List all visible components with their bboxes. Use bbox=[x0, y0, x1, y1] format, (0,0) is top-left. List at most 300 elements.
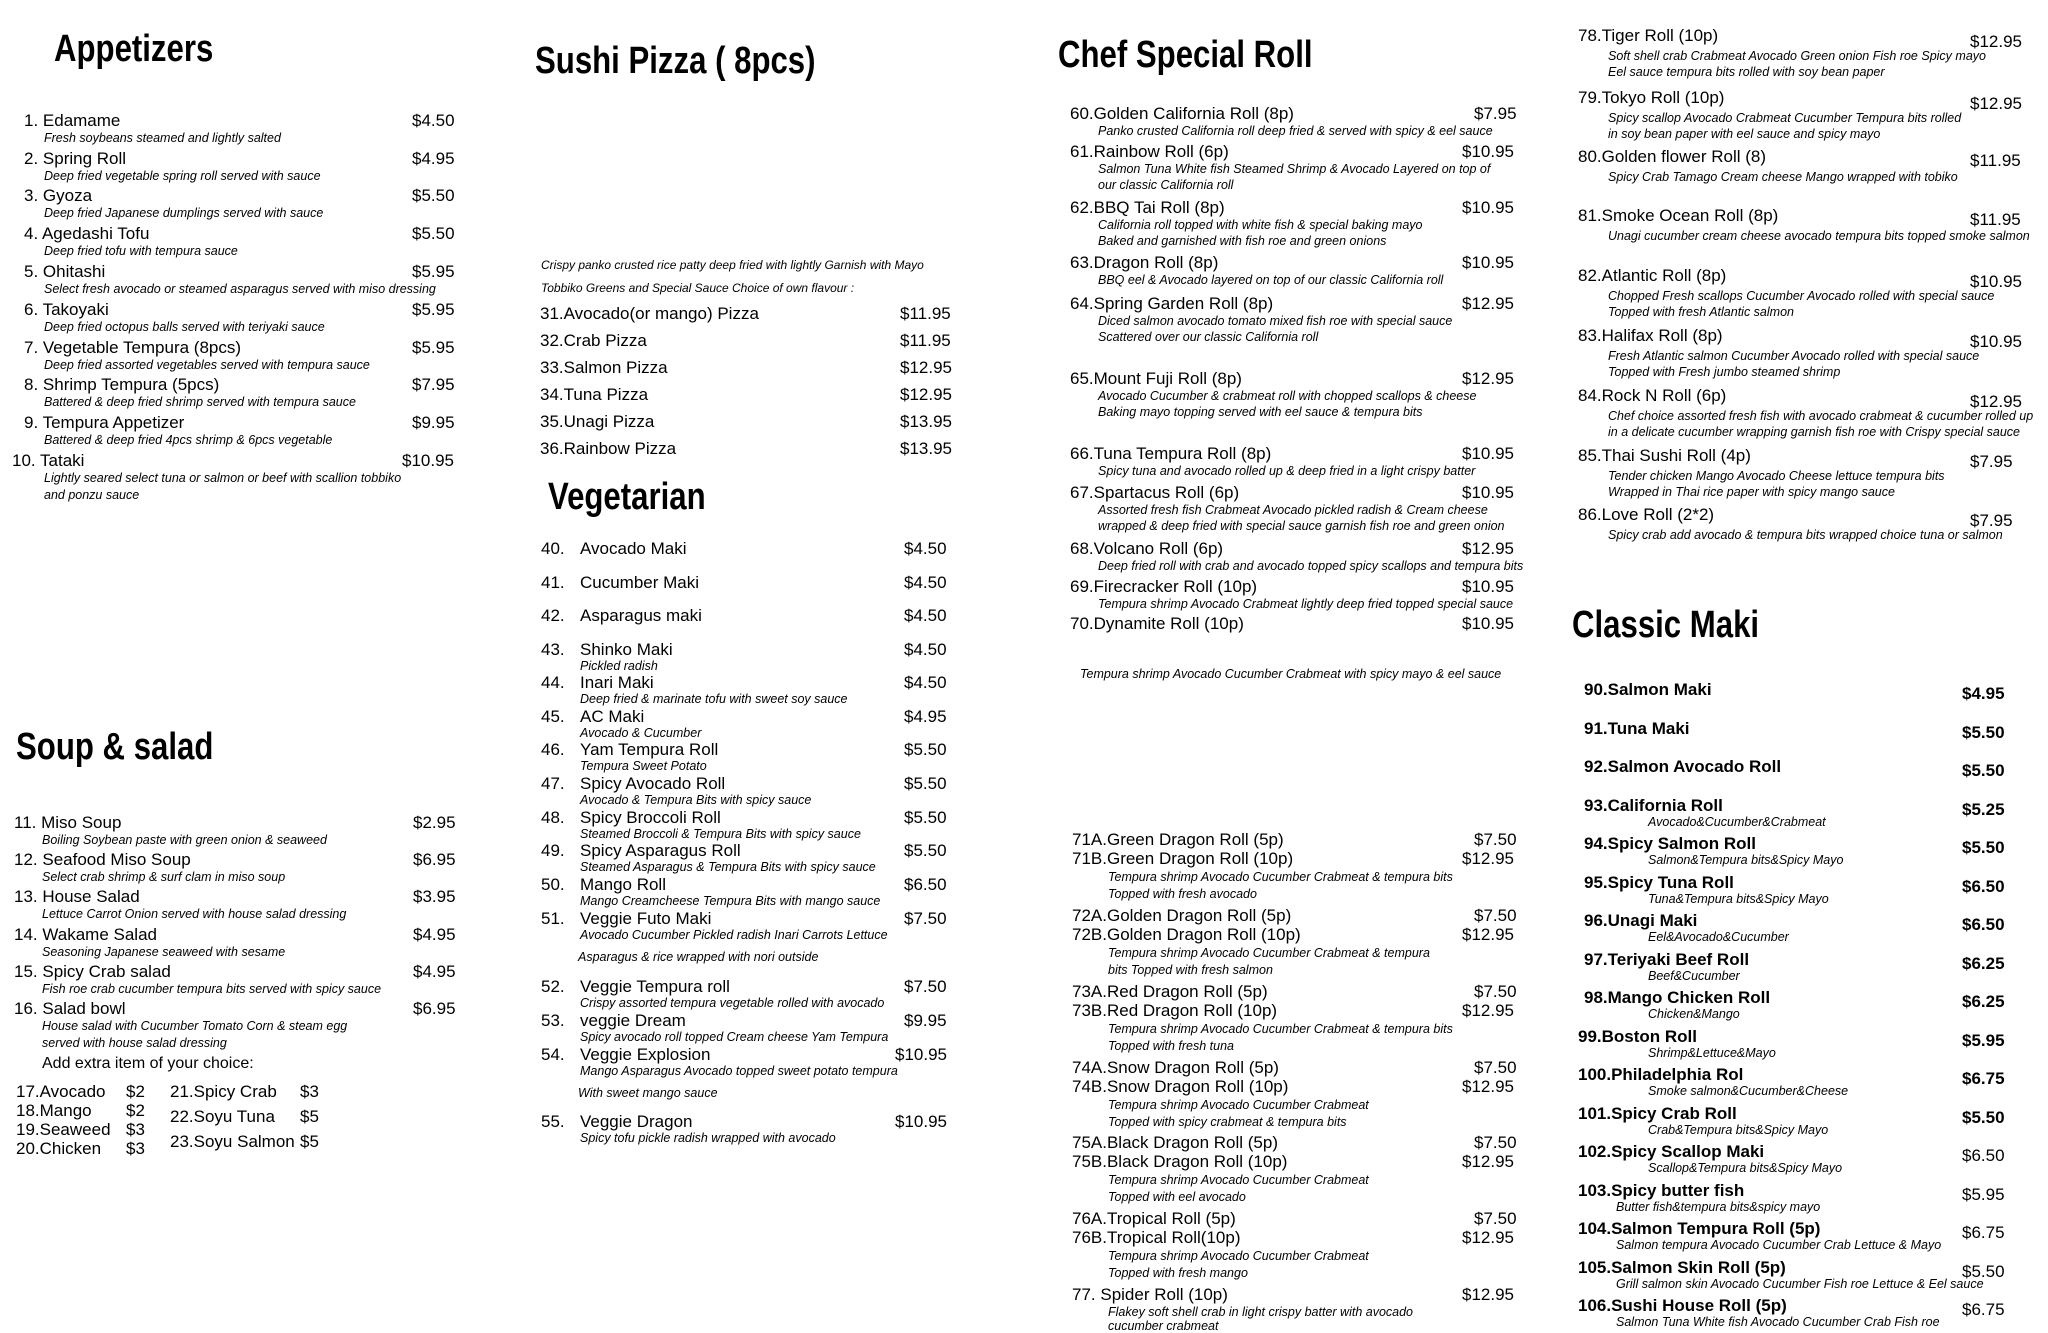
menu-item-desc: Baking mayo topping served with eel sauce & tempura bits bbox=[1098, 405, 1423, 419]
menu-item-name: 13. House Salad bbox=[14, 887, 140, 906]
menu-item-name: 2. Spring Roll bbox=[24, 149, 127, 168]
menu-item-price: $12.95 bbox=[1462, 1152, 1514, 1171]
classic-maki-title: Classic Maki bbox=[1572, 604, 1760, 646]
menu-item-number: 43. bbox=[541, 640, 565, 659]
menu-item-desc: our classic California roll bbox=[1098, 178, 1234, 192]
menu-item-name: 97.Teriyaki Beef Roll bbox=[1584, 950, 1750, 969]
menu-item-name: 10. Tataki bbox=[12, 451, 85, 470]
menu-item-desc: Deep fried Japanese dumplings served with sauce bbox=[44, 206, 324, 220]
pizza-intro: Tobbiko Greens and Special Sauce Choice of own flavour : bbox=[541, 281, 855, 295]
menu-item-name: 67.Spartacus Roll (6p) bbox=[1070, 483, 1240, 502]
menu-item-number: 55. bbox=[541, 1112, 565, 1131]
menu-item-price: $7.50 bbox=[1474, 1209, 1517, 1228]
menu-item-desc: Topped with fresh Atlantic salmon bbox=[1608, 305, 1794, 319]
menu-item-price: $12.95 bbox=[1462, 294, 1514, 313]
menu-item-price: $6.25 bbox=[1962, 992, 2005, 1011]
menu-item-name: 100.Philadelphia Rol bbox=[1578, 1065, 1744, 1084]
menu-item-name: 96.Unagi Maki bbox=[1584, 911, 1698, 930]
menu-item-name: 65.Mount Fuji Roll (8p) bbox=[1070, 369, 1242, 388]
menu-item-name: 5. Ohitashi bbox=[24, 262, 106, 281]
menu-item-price: $5.25 bbox=[1962, 800, 2005, 819]
menu-item-desc: Deep fried tofu with tempura sauce bbox=[44, 244, 238, 258]
menu-item-name: Inari Maki bbox=[580, 673, 654, 692]
menu-item-desc: Mango Asparagus Avocado topped sweet potato tempura bbox=[580, 1064, 898, 1078]
menu-item-price: $5.50 bbox=[1962, 761, 2005, 780]
menu-item-price: $5.50 bbox=[412, 186, 455, 205]
menu-item-desc: Spicy tofu pickle radish wrapped with avocado bbox=[580, 1131, 836, 1145]
menu-item-name: 31.Avocado(or mango) Pizza bbox=[540, 304, 759, 323]
menu-item-desc: Smoke salmon&Cucumber&Cheese bbox=[1648, 1084, 1849, 1098]
menu-item-name: 15. Spicy Crab salad bbox=[14, 962, 171, 981]
menu-item-name: 62.BBQ Tai Roll (8p) bbox=[1070, 198, 1225, 217]
menu-item-number: 52. bbox=[541, 977, 565, 996]
menu-item-name: 64.Spring Garden Roll (8p) bbox=[1070, 294, 1274, 313]
menu-item-price: $5.95 bbox=[412, 338, 455, 357]
menu-item-name: Avocado Maki bbox=[580, 539, 687, 558]
menu-item-name: Veggie Explosion bbox=[580, 1045, 711, 1064]
menu-item-name: veggie Dream bbox=[580, 1011, 686, 1030]
menu-item-name: 33.Salmon Pizza bbox=[540, 358, 668, 377]
menu-item-name: 9. Tempura Appetizer bbox=[24, 413, 185, 432]
menu-item-name: Veggie Tempura roll bbox=[580, 977, 730, 996]
menu-item-name: 6. Takoyaki bbox=[24, 300, 109, 319]
menu-item-price: $12.95 bbox=[900, 358, 952, 377]
menu-item-price: $5.50 bbox=[904, 740, 947, 759]
menu-item-name: Spicy Broccoli Roll bbox=[580, 808, 721, 827]
extra-item-price: $5 bbox=[300, 1107, 319, 1126]
menu-item-desc: Spicy scallop Avocado Crabmeat Cucumber Tempura bits rolled bbox=[1608, 111, 1962, 125]
menu-item-name: 72B.Golden Dragon Roll (10p) bbox=[1072, 925, 1301, 944]
menu-item-price: $11.95 bbox=[1970, 210, 2021, 229]
menu-item-desc: Deep fried & marinate tofu with sweet soy sauce bbox=[580, 692, 848, 706]
menu-item-desc: Battered & deep fried shrimp served with tempura sauce bbox=[44, 395, 356, 409]
menu-item-number: 41. bbox=[541, 573, 565, 592]
menu-item-name: 95.Spicy Tuna Roll bbox=[1584, 873, 1734, 892]
extra-item-name: 23.Soyu Salmon bbox=[170, 1132, 295, 1151]
menu-item-price: $10.95 bbox=[1462, 198, 1514, 217]
menu-item-desc: Crispy assorted tempura vegetable rolled with avocado bbox=[580, 996, 885, 1010]
menu-item-price: $10.95 bbox=[1970, 272, 2022, 291]
menu-item-price: $7.50 bbox=[1474, 982, 1517, 1001]
menu-item-name: 76B.Tropical Roll(10p) bbox=[1072, 1228, 1241, 1247]
menu-item-name: 102.Spicy Scallop Maki bbox=[1578, 1142, 1765, 1161]
menu-item-desc: Select crab shrimp & surf clam in miso soup bbox=[42, 870, 286, 884]
menu-item-name: 93.California Roll bbox=[1584, 796, 1723, 815]
extra-item-price: $3 bbox=[126, 1139, 145, 1158]
menu-item-price: $10.95 bbox=[1462, 483, 1514, 502]
menu-item-desc: Fresh Atlantic salmon Cucumber Avocado rolled with special sauce bbox=[1608, 349, 1980, 363]
menu-item-price: $10.95 bbox=[1462, 142, 1514, 161]
menu-item-desc: Tender chicken Mango Avocado Cheese lettuce tempura bits bbox=[1608, 469, 1945, 483]
menu-item-name: 66.Tuna Tempura Roll (8p) bbox=[1070, 444, 1272, 463]
menu-item-price: $9.95 bbox=[412, 413, 455, 432]
menu-item-desc: Soft shell crab Crabmeat Avocado Green onion Fish roe Spicy mayo bbox=[1608, 49, 1986, 63]
menu-item-name: 82.Atlantic Roll (8p) bbox=[1578, 266, 1727, 285]
menu-item-desc: Deep fried vegetable spring roll served with sauce bbox=[44, 169, 321, 183]
menu-item-price: $7.95 bbox=[1970, 511, 2013, 530]
menu-item-price: $11.95 bbox=[1970, 151, 2021, 170]
menu-item-name: 11. Miso Soup bbox=[14, 813, 122, 832]
menu-item-price: $7.95 bbox=[412, 375, 455, 394]
menu-item-name: Yam Tempura Roll bbox=[580, 740, 719, 759]
menu-item-price: $12.95 bbox=[1970, 32, 2022, 51]
menu-item-desc: wrapped & deep fried with special sauce garnish fish roe and green onion bbox=[1098, 519, 1505, 533]
extra-item-price: $3 bbox=[300, 1082, 319, 1101]
menu-item-name: 70.Dynamite Roll (10p) bbox=[1070, 614, 1244, 633]
menu-item-desc: Tempura shrimp Avocado Cucumber Crabmeat & tempura bbox=[1108, 946, 1430, 960]
menu-item-desc: Spicy Crab Tamago Cream cheese Mango wrapped with tobiko bbox=[1608, 170, 1958, 184]
extra-item-price: $5 bbox=[300, 1132, 319, 1151]
menu-item-name: 74B.Snow Dragon Roll (10p) bbox=[1072, 1077, 1289, 1096]
menu-item-desc: Spicy crab add avocado & tempura bits wrapped choice tuna or salmon bbox=[1608, 528, 2003, 542]
menu-item-desc: Battered & deep fried 4pcs shrimp & 6pcs vegetable bbox=[44, 433, 333, 447]
menu-item-price: $12.95 bbox=[1462, 1077, 1514, 1096]
menu-item-desc: Tempura shrimp Avocado Cucumber Crabmeat bbox=[1108, 1249, 1369, 1263]
menu-item-price: $13.95 bbox=[900, 412, 952, 431]
menu-item-price: $5.50 bbox=[1962, 1108, 2005, 1127]
menu-item-price: $4.50 bbox=[904, 640, 947, 659]
menu-item-name: 90.Salmon Maki bbox=[1584, 680, 1712, 699]
menu-item-price: $4.95 bbox=[413, 925, 456, 944]
menu-item-desc: Topped with Fresh jumbo steamed shrimp bbox=[1608, 365, 1841, 379]
menu-item-desc: Wrapped in Thai rice paper with spicy mango sauce bbox=[1608, 485, 1895, 499]
menu-item-name: 72A.Golden Dragon Roll (5p) bbox=[1072, 906, 1292, 925]
menu-item-desc: Unagi cucumber cream cheese avocado tempura bits topped smoke salmon bbox=[1608, 229, 2030, 243]
menu-item-name: 36.Rainbow Pizza bbox=[540, 439, 677, 458]
menu-item-desc: Panko crusted California roll deep fried & served with spicy & eel sauce bbox=[1098, 124, 1493, 138]
menu-item-price: $5.50 bbox=[412, 224, 455, 243]
menu-item-desc: Chopped Fresh scallops Cucumber Avocado rolled with special sauce bbox=[1608, 289, 1995, 303]
menu-item-name: Veggie Futo Maki bbox=[580, 909, 712, 928]
menu-item-desc: Baked and garnished with fish roe and green onions bbox=[1098, 234, 1387, 248]
menu-item-desc: Tempura shrimp Avocado Cucumber Crabmeat & tempura bits bbox=[1108, 870, 1453, 884]
menu-item-price: $7.50 bbox=[1474, 830, 1517, 849]
menu-item-price: $7.95 bbox=[1474, 104, 1517, 123]
menu-item-desc: Pickled radish bbox=[580, 659, 658, 673]
menu-item-desc: Steamed Broccoli & Tempura Bits with spicy sauce bbox=[580, 827, 861, 841]
soup-salad-title: Soup & salad bbox=[16, 726, 214, 768]
menu-item-price: $4.95 bbox=[904, 707, 947, 726]
menu-item-desc: served with house salad dressing bbox=[42, 1036, 227, 1050]
menu-item-price: $6.50 bbox=[1962, 1146, 2005, 1165]
menu-item-desc: Assorted fresh fish Crabmeat Avocado pickled radish & Cream cheese bbox=[1098, 503, 1488, 517]
menu-item-price: $10.95 bbox=[402, 451, 454, 470]
menu-item-name: 68.Volcano Roll (6p) bbox=[1070, 539, 1224, 558]
extra-item-name: 19.Seaweed bbox=[16, 1120, 111, 1139]
menu-item-desc: cucumber crabmeat bbox=[1108, 1319, 1219, 1333]
chef-special-title: Chef Special Roll bbox=[1058, 34, 1313, 76]
menu-item-desc: in soy bean paper with eel sauce and spicy mayo bbox=[1608, 127, 1881, 141]
menu-item-desc: Select fresh avocado or steamed asparagus served with miso dressing bbox=[44, 282, 436, 296]
menu-item-desc: Shrimp&Lettuce&Mayo bbox=[1648, 1046, 1776, 1060]
menu-item-price: $6.75 bbox=[1962, 1069, 2005, 1088]
vegetarian-title: Vegetarian bbox=[548, 476, 706, 518]
menu-item-desc: Scallop&Tempura bits&Spicy Mayo bbox=[1648, 1161, 1843, 1175]
extra-item-name: 22.Soyu Tuna bbox=[170, 1107, 275, 1126]
menu-item-desc: Topped with fresh tuna bbox=[1108, 1039, 1235, 1053]
menu-item-desc: Salmon&Tempura bits&Spicy Mayo bbox=[1648, 853, 1844, 867]
menu-item-price: $5.95 bbox=[412, 300, 455, 319]
menu-item-price: $6.50 bbox=[904, 875, 947, 894]
menu-item-desc: Spicy tuna and avocado rolled up & deep fried in a light crispy batter bbox=[1098, 464, 1476, 478]
menu-item-name: 14. Wakame Salad bbox=[14, 925, 157, 944]
menu-item-price: $10.95 bbox=[1462, 444, 1514, 463]
menu-item-desc: Crab&Tempura bits&Spicy Mayo bbox=[1648, 1123, 1829, 1137]
menu-item-name: Spicy Asparagus Roll bbox=[580, 841, 741, 860]
menu-item-price: $5.50 bbox=[904, 808, 947, 827]
menu-item-desc: Topped with fresh mango bbox=[1108, 1266, 1248, 1280]
menu-item-price: $4.50 bbox=[412, 111, 455, 130]
menu-item-number: 50. bbox=[541, 875, 565, 894]
menu-item-name: 16. Salad bowl bbox=[14, 999, 126, 1018]
menu-item-name: 73B.Red Dragon Roll (10p) bbox=[1072, 1001, 1278, 1020]
menu-item-name: 80.Golden flower Roll (8) bbox=[1578, 147, 1767, 166]
menu-item-price: $12.95 bbox=[1462, 925, 1514, 944]
menu-item-price: $7.50 bbox=[1474, 1058, 1517, 1077]
menu-item-desc: Deep fried octopus balls served with teriyaki sauce bbox=[44, 320, 325, 334]
menu-item-name: 105.Salmon Skin Roll (5p) bbox=[1578, 1258, 1786, 1277]
menu-item-price: $5.95 bbox=[1962, 1031, 2005, 1050]
menu-item-name: Spicy Avocado Roll bbox=[580, 774, 726, 793]
menu-item-number: 49. bbox=[541, 841, 565, 860]
menu-item-number: 46. bbox=[541, 740, 565, 759]
menu-item-price: $4.50 bbox=[904, 539, 947, 558]
menu-item-name: 78.Tiger Roll (10p) bbox=[1578, 26, 1719, 45]
menu-item-desc: Salmon Tuna White fish Steamed Shrimp & Avocado Layered on top of bbox=[1098, 162, 1491, 176]
menu-item-desc: Chef choice assorted fresh fish with avocado crabmeat & cucumber rolled up bbox=[1608, 409, 2034, 423]
menu-item-price: $4.95 bbox=[412, 149, 455, 168]
menu-item-desc: Lightly seared select tuna or salmon or beef with scallion tobbiko bbox=[44, 471, 402, 485]
menu-item-desc: Beef&Cucumber bbox=[1648, 969, 1740, 983]
menu-item-name: Cucumber Maki bbox=[580, 573, 700, 592]
menu-item-price: $5.50 bbox=[1962, 838, 2005, 857]
menu-item-desc: With sweet mango sauce bbox=[578, 1086, 718, 1100]
menu-item-price: $11.95 bbox=[900, 304, 951, 323]
menu-item-price: $12.95 bbox=[1970, 392, 2022, 411]
menu-item-price: $6.50 bbox=[1962, 877, 2005, 896]
menu-item-desc: Scattered over our classic California roll bbox=[1098, 330, 1319, 344]
menu-item-name: 74A.Snow Dragon Roll (5p) bbox=[1072, 1058, 1279, 1077]
menu-item-price: $10.95 bbox=[1462, 253, 1514, 272]
menu-item-desc: Tempura shrimp Avocado Cucumber Crabmeat bbox=[1108, 1098, 1369, 1112]
menu-item-name: 32.Crab Pizza bbox=[540, 331, 647, 350]
menu-item-price: $5.50 bbox=[904, 774, 947, 793]
menu-item-desc: Avocado Cucumber Pickled radish Inari Carrots Lettuce bbox=[580, 928, 888, 942]
menu-item-desc: Salmon tempura Avocado Cucumber Crab Lettuce & Mayo bbox=[1616, 1238, 1942, 1252]
menu-item-price: $4.50 bbox=[904, 606, 947, 625]
menu-item-price: $2.95 bbox=[413, 813, 456, 832]
menu-item-desc: Deep fried roll with crab and avocado topped spicy scallops and tempura bits bbox=[1098, 559, 1524, 573]
menu-item-desc: Topped with spicy crabmeat & tempura bits bbox=[1108, 1115, 1347, 1129]
menu-item-name: 34.Tuna Pizza bbox=[540, 385, 649, 404]
menu-item-desc: and ponzu sauce bbox=[44, 488, 140, 502]
menu-item-price: $10.95 bbox=[1970, 332, 2022, 351]
menu-item-number: 54. bbox=[541, 1045, 565, 1064]
menu-item-desc: Avocado Cucumber & crabmeat roll with chopped scallops & cheese bbox=[1098, 389, 1477, 403]
menu-item-price: $5.50 bbox=[1962, 723, 2005, 742]
menu-item-desc: House salad with Cucumber Tomato Corn & steam egg bbox=[42, 1019, 348, 1033]
menu-item-name: 106.Sushi House Roll (5p) bbox=[1578, 1296, 1787, 1315]
menu-item-name: 91.Tuna Maki bbox=[1584, 719, 1690, 738]
menu-item-name: 3. Gyoza bbox=[24, 186, 93, 205]
menu-item-name: 98.Mango Chicken Roll bbox=[1584, 988, 1771, 1007]
menu-item-name: 75B.Black Dragon Roll (10p) bbox=[1072, 1152, 1288, 1171]
menu-item-name: 86.Love Roll (2*2) bbox=[1578, 505, 1715, 524]
menu-item-name: 7. Vegetable Tempura (8pcs) bbox=[24, 338, 242, 357]
menu-item-price: $3.95 bbox=[413, 887, 456, 906]
menu-item-desc: Tempura shrimp Avocado Cucumber Crabmeat with spicy mayo & eel sauce bbox=[1080, 667, 1502, 681]
menu-item-name: 61.Rainbow Roll (6p) bbox=[1070, 142, 1229, 161]
menu-item-price: $6.25 bbox=[1962, 954, 2005, 973]
menu-item-name: 92.Salmon Avocado Roll bbox=[1584, 757, 1782, 776]
menu-item-price: $12.95 bbox=[1462, 1228, 1514, 1247]
menu-item-price: $7.50 bbox=[904, 977, 947, 996]
menu-item-name: 63.Dragon Roll (8p) bbox=[1070, 253, 1219, 272]
menu-item-price: $4.95 bbox=[413, 962, 456, 981]
menu-item-price: $12.95 bbox=[1462, 849, 1514, 868]
menu-item-price: $12.95 bbox=[1970, 94, 2022, 113]
menu-item-name: 12. Seafood Miso Soup bbox=[14, 850, 191, 869]
menu-item-name: 85.Thai Sushi Roll (4p) bbox=[1578, 446, 1751, 465]
menu-item-desc: in a delicate cucumber wrapping garnish fish roe with Crispy special sauce bbox=[1608, 425, 2021, 439]
menu-item-price: $10.95 bbox=[895, 1045, 947, 1064]
menu-item-price: $12.95 bbox=[1462, 1001, 1514, 1020]
menu-item-desc: Eel sauce tempura bits rolled with soy bean paper bbox=[1608, 65, 1885, 79]
menu-item-name: 69.Firecracker Roll (10p) bbox=[1070, 577, 1258, 596]
menu-item-name: 35.Unagi Pizza bbox=[540, 412, 655, 431]
menu-item-desc: Lettuce Carrot Onion served with house salad dressing bbox=[42, 907, 347, 921]
extra-item-price: $2 bbox=[126, 1101, 145, 1120]
extra-item-name: 18.Mango bbox=[16, 1101, 92, 1120]
menu-item-desc: Topped with fresh avocado bbox=[1108, 887, 1257, 901]
menu-item-price: $7.95 bbox=[1970, 452, 2013, 471]
menu-item-desc: Tempura shrimp Avocado Cucumber Crabmeat bbox=[1108, 1173, 1369, 1187]
menu-item-name: 94.Spicy Salmon Roll bbox=[1584, 834, 1756, 853]
menu-item-name: 8. Shrimp Tempura (5pcs) bbox=[24, 375, 220, 394]
menu-item-price: $6.75 bbox=[1962, 1223, 2005, 1242]
menu-item-price: $11.95 bbox=[900, 331, 951, 350]
menu-item-price: $5.95 bbox=[1962, 1185, 2005, 1204]
menu-item-price: $10.95 bbox=[1462, 614, 1514, 633]
menu-item-desc: Avocado & Cucumber bbox=[580, 726, 702, 740]
menu-item-name: 71B.Green Dragon Roll (10p) bbox=[1072, 849, 1294, 868]
menu-item-desc: Fresh soybeans steamed and lightly salted bbox=[44, 131, 281, 145]
menu-item-price: $5.50 bbox=[1962, 1262, 2005, 1281]
menu-item-name: 76A.Tropical Roll (5p) bbox=[1072, 1209, 1236, 1228]
menu-item-name: 4. Agedashi Tofu bbox=[24, 224, 150, 243]
menu-item-name: Asparagus maki bbox=[580, 606, 702, 625]
menu-item-price: $6.75 bbox=[1962, 1300, 2005, 1319]
menu-item-price: $9.95 bbox=[904, 1011, 947, 1030]
menu-item-number: 40. bbox=[541, 539, 565, 558]
menu-item-name: 75A.Black Dragon Roll (5p) bbox=[1072, 1133, 1278, 1152]
menu-item-name: 81.Smoke Ocean Roll (8p) bbox=[1578, 206, 1779, 225]
menu-item-price: $7.50 bbox=[1474, 1133, 1517, 1152]
menu-item-desc: Avocado & Tempura Bits with spicy sauce bbox=[580, 793, 812, 807]
menu-item-desc: Butter fish&tempura bits&spicy mayo bbox=[1616, 1200, 1821, 1214]
menu-item-number: 45. bbox=[541, 707, 565, 726]
pizza-intro: Crispy panko crusted rice patty deep fried with lightly Garnish with Mayo bbox=[541, 258, 924, 272]
menu-item-name: 60.Golden California Roll (8p) bbox=[1070, 104, 1294, 123]
menu-item-name: 77. Spider Roll (10p) bbox=[1072, 1285, 1228, 1304]
menu-item-name: 101.Spicy Crab Roll bbox=[1578, 1104, 1737, 1123]
menu-item-price: $6.95 bbox=[413, 850, 456, 869]
menu-item-number: 48. bbox=[541, 808, 565, 827]
menu-item-name: Mango Roll bbox=[580, 875, 666, 894]
menu-item-price: $12.95 bbox=[1462, 1285, 1514, 1304]
menu-item-name: 104.Salmon Tempura Roll (5p) bbox=[1578, 1219, 1821, 1238]
menu-item-name: 1. Edamame bbox=[24, 111, 121, 130]
menu-item-desc: Salmon Tuna White fish Avocado Cucumber Crab Fish roe bbox=[1616, 1315, 1940, 1329]
menu-item-desc: Eel&Avocado&Cucumber bbox=[1648, 930, 1789, 944]
extra-item-name: 20.Chicken bbox=[16, 1139, 102, 1158]
menu-item-name: 73A.Red Dragon Roll (5p) bbox=[1072, 982, 1268, 1001]
menu-item-name: 84.Rock N Roll (6p) bbox=[1578, 386, 1727, 405]
menu-item-desc: Spicy avocado roll topped Cream cheese Yam Tempura bbox=[580, 1030, 889, 1044]
menu-item-desc: Seasoning Japanese seaweed with sesame bbox=[42, 945, 286, 959]
menu-item-desc: Tempura shrimp Avocado Crabmeat lightly deep fried topped special sauce bbox=[1098, 597, 1514, 611]
menu-item-price: $7.50 bbox=[904, 909, 947, 928]
menu-item-price: $12.95 bbox=[1462, 369, 1514, 388]
menu-item-price: $7.50 bbox=[1474, 906, 1517, 925]
menu-item-number: 47. bbox=[541, 774, 565, 793]
menu-item-desc: Flakey soft shell crab in light crispy batter with avocado bbox=[1108, 1305, 1413, 1319]
menu-item-number: 51. bbox=[541, 909, 565, 928]
menu-item-name: 99.Boston Roll bbox=[1578, 1027, 1698, 1046]
menu-item-price: $10.95 bbox=[1462, 577, 1514, 596]
menu-item-price: $12.95 bbox=[1462, 539, 1514, 558]
menu-item-price: $4.50 bbox=[904, 573, 947, 592]
menu-item-price: $6.95 bbox=[413, 999, 456, 1018]
menu-item-name: 103.Spicy butter fish bbox=[1578, 1181, 1745, 1200]
menu-item-desc: BBQ eel & Avocado layered on top of our classic California roll bbox=[1098, 273, 1444, 287]
menu-item-price: $10.95 bbox=[895, 1112, 947, 1131]
menu-item-desc: Boiling Soybean paste with green onion & seaweed bbox=[42, 833, 327, 847]
extra-item-price: $3 bbox=[126, 1120, 145, 1139]
menu-item-desc: bits Topped with fresh salmon bbox=[1108, 963, 1273, 977]
menu-item-price: $6.50 bbox=[1962, 915, 2005, 934]
menu-item-number: 42. bbox=[541, 606, 565, 625]
menu-item-desc: Fish roe crab cucumber tempura bits served with spicy sauce bbox=[42, 982, 382, 996]
menu-item-desc: Tempura Sweet Potato bbox=[580, 759, 707, 773]
menu-item-price: $5.50 bbox=[904, 841, 947, 860]
menu-item-price: $13.95 bbox=[900, 439, 952, 458]
menu-item-desc: Asparagus & rice wrapped with nori outside bbox=[578, 950, 819, 964]
menu-item-name: Shinko Maki bbox=[580, 640, 673, 659]
menu-item-name: 71A.Green Dragon Roll (5p) bbox=[1072, 830, 1284, 849]
extra-item-name: 21.Spicy Crab bbox=[170, 1082, 277, 1101]
menu-item-number: 53. bbox=[541, 1011, 565, 1030]
extra-item-price: $2 bbox=[126, 1082, 145, 1101]
menu-item-desc: Grill salmon skin Avocado Cucumber Fish roe Lettuce & Eel sauce bbox=[1616, 1277, 1984, 1291]
extras-label: Add extra item of your choice: bbox=[42, 1055, 254, 1072]
menu-item-desc: Topped with eel avocado bbox=[1108, 1190, 1246, 1204]
menu-item-desc: Tempura shrimp Avocado Cucumber Crabmeat & tempura bits bbox=[1108, 1022, 1453, 1036]
extra-item-name: 17.Avocado bbox=[16, 1082, 106, 1101]
menu-item-price: $4.95 bbox=[1962, 684, 2005, 703]
menu-item-desc: Avocado&Cucumber&Crabmeat bbox=[1648, 815, 1826, 829]
sushi-pizza-title: Sushi Pizza ( 8pcs) bbox=[535, 40, 816, 82]
menu-item-desc: Mango Creamcheese Tempura Bits with mango sauce bbox=[580, 894, 881, 908]
menu-item-price: $12.95 bbox=[900, 385, 952, 404]
menu-item-price: $5.95 bbox=[412, 262, 455, 281]
menu-item-desc: Tuna&Tempura bits&Spicy Mayo bbox=[1648, 892, 1829, 906]
menu-item-desc: Diced salmon avocado tomato mixed fish roe with special sauce bbox=[1098, 314, 1453, 328]
menu-item-desc: Deep fried assorted vegetables served with tempura sauce bbox=[44, 358, 370, 372]
menu-item-name: Veggie Dragon bbox=[580, 1112, 693, 1131]
menu-item-name: 79.Tokyo Roll (10p) bbox=[1578, 88, 1725, 107]
menu-item-name: AC Maki bbox=[580, 707, 645, 726]
